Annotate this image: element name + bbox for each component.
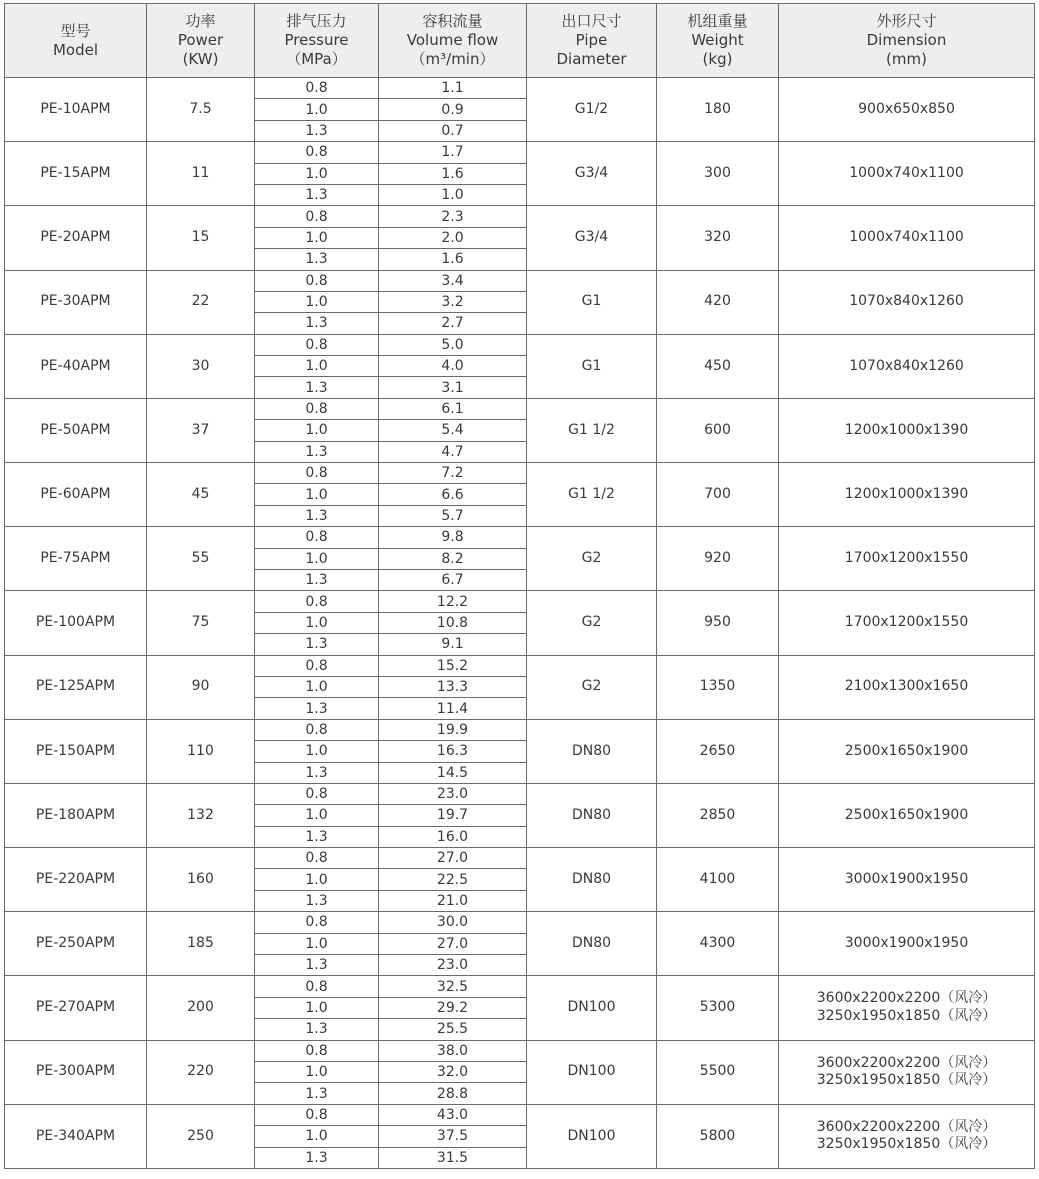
pressure-cell: 1.3 [255,826,379,847]
power-cell: 45 [147,463,255,527]
table-row [5,527,1035,548]
header-dimension-en: Dimension [866,31,947,50]
flow-cell: 9.1 [379,634,527,655]
model-cell: PE-20APM [5,206,147,270]
dimension-line: 1700x1200x1550 [844,614,969,631]
pressure-cell: 0.8 [255,591,379,612]
header-pressure-unit: （MPa） [286,49,347,68]
dimension-line: 1000x740x1100 [849,229,964,246]
flow-cell: 6.1 [379,398,527,419]
pipe-cell: DN80 [527,783,657,847]
pipe-cell: G2 [527,655,657,719]
flow-cell: 0.7 [379,120,527,141]
dimension-line: 1070x840x1260 [849,293,964,310]
header-flow-en: Volume flow [406,31,499,50]
flow-cell: 2.0 [379,227,527,248]
table-row [5,719,1035,740]
pressure-cell: 1.0 [255,99,379,120]
flow-cell: 22.5 [379,869,527,890]
dimension-cell [779,1104,1035,1168]
spec-table [4,3,1035,1169]
table-body [5,78,1035,1169]
flow-cell: 19.9 [379,719,527,740]
pressure-cell: 0.8 [255,655,379,676]
power-cell: 250 [147,1104,255,1168]
pipe-cell: G1 [527,334,657,398]
dimension-cell [779,527,1035,591]
dimension-line: 3250x1950x1850（风冷） [816,1007,997,1024]
pressure-cell: 1.3 [255,249,379,270]
flow-cell: 30.0 [379,912,527,933]
header-dimension-unit: (mm) [886,49,927,68]
pressure-cell: 1.0 [255,356,379,377]
pipe-cell: DN80 [527,719,657,783]
header-model [5,4,147,78]
header-volume-flow [379,4,527,78]
table-row [5,783,1035,804]
pressure-cell: 0.8 [255,527,379,548]
pipe-cell: G2 [527,527,657,591]
table-row [5,848,1035,869]
power-cell: 55 [147,527,255,591]
pressure-cell: 1.3 [255,184,379,205]
header-pipe-diameter [527,4,657,78]
flow-cell: 5.4 [379,420,527,441]
power-cell: 185 [147,912,255,976]
dimension-line: 3600x2200x2200（风冷） [816,1118,997,1135]
pressure-cell: 0.8 [255,142,379,163]
pressure-cell: 0.8 [255,463,379,484]
model-cell: PE-340APM [5,1104,147,1168]
dimension-cell [779,655,1035,719]
pressure-cell: 1.0 [255,612,379,633]
dimension-cell [779,591,1035,655]
flow-cell: 25.5 [379,1019,527,1040]
model-cell: PE-150APM [5,719,147,783]
dimension-cell [779,719,1035,783]
header-weight-unit: (kg) [702,49,733,68]
pressure-cell: 1.3 [255,569,379,590]
flow-cell: 43.0 [379,1104,527,1125]
header-weight [657,4,779,78]
pressure-cell: 1.3 [255,634,379,655]
header-power-unit: (KW) [182,49,219,68]
header-dimension-zh: 外形尺寸 [876,12,937,31]
pipe-cell: DN100 [527,1104,657,1168]
model-cell: PE-250APM [5,912,147,976]
flow-cell: 5.7 [379,505,527,526]
header-pipe-unit: Diameter [556,49,627,68]
dimension-line: 2500x1650x1900 [844,806,969,823]
pipe-cell: G1/2 [527,78,657,142]
pressure-cell: 1.3 [255,1019,379,1040]
flow-cell: 0.9 [379,99,527,120]
flow-cell: 8.2 [379,548,527,569]
header-power-zh: 功率 [185,12,216,31]
table-row [5,655,1035,676]
pressure-cell: 0.8 [255,719,379,740]
weight-cell: 5500 [657,1040,779,1104]
dimension-cell [779,78,1035,142]
weight-cell: 320 [657,206,779,270]
flow-cell: 3.2 [379,291,527,312]
pressure-cell: 1.3 [255,698,379,719]
pressure-cell: 1.0 [255,741,379,762]
flow-cell: 6.7 [379,569,527,590]
weight-cell: 1350 [657,655,779,719]
pressure-cell: 0.8 [255,206,379,227]
table-row [5,270,1035,291]
table-row [5,206,1035,227]
flow-cell: 32.0 [379,1061,527,1082]
model-cell: PE-10APM [5,78,147,142]
pressure-cell: 1.0 [255,1126,379,1147]
table-row [5,912,1035,933]
flow-cell: 16.0 [379,826,527,847]
flow-cell: 23.0 [379,783,527,804]
dimension-cell [779,1040,1035,1104]
dimension-line: 1200x1000x1390 [844,421,969,438]
header-power [147,4,255,78]
header-flow-unit: （m³/min） [410,49,495,68]
pressure-cell: 1.3 [255,441,379,462]
header-dimension [779,4,1035,78]
pressure-cell: 1.3 [255,1147,379,1168]
model-cell: PE-100APM [5,591,147,655]
dimension-line: 3600x2200x2200（风冷） [816,1054,997,1071]
pressure-cell: 0.8 [255,912,379,933]
dimension-line: 3250x1950x1850（风冷） [816,1136,997,1153]
power-cell: 37 [147,398,255,462]
pressure-cell: 0.8 [255,1040,379,1061]
power-cell: 7.5 [147,78,255,142]
dimension-cell [779,463,1035,527]
flow-cell: 16.3 [379,741,527,762]
weight-cell: 2650 [657,719,779,783]
table-row [5,463,1035,484]
table-row [5,398,1035,419]
pressure-cell: 1.3 [255,890,379,911]
flow-cell: 12.2 [379,591,527,612]
flow-cell: 29.2 [379,997,527,1018]
pipe-cell: G2 [527,591,657,655]
dimension-line: 1000x740x1100 [849,165,964,181]
power-cell: 110 [147,719,255,783]
header-pressure-zh: 排气压力 [286,12,347,31]
model-cell: PE-300APM [5,1040,147,1104]
power-cell: 11 [147,142,255,206]
pressure-cell: 1.0 [255,548,379,569]
flow-cell: 1.6 [379,163,527,184]
dimension-line: 3000x1900x1950 [844,870,969,887]
flow-cell: 5.0 [379,334,527,355]
pressure-cell: 1.0 [255,869,379,890]
table-row [5,1040,1035,1061]
flow-cell: 27.0 [379,933,527,954]
power-cell: 132 [147,783,255,847]
power-cell: 220 [147,1040,255,1104]
pressure-cell: 1.3 [255,313,379,334]
pipe-cell: G3/4 [527,206,657,270]
dimension-line: 3000x1900x1950 [844,935,969,952]
flow-cell: 7.2 [379,463,527,484]
power-cell: 75 [147,591,255,655]
flow-cell: 38.0 [379,1040,527,1061]
table-row [5,1104,1035,1125]
pressure-cell: 1.0 [255,997,379,1018]
pipe-cell: G1 1/2 [527,398,657,462]
flow-cell: 3.1 [379,377,527,398]
pressure-cell: 1.3 [255,762,379,783]
power-cell: 30 [147,334,255,398]
power-cell: 90 [147,655,255,719]
flow-cell: 27.0 [379,848,527,869]
weight-cell: 450 [657,334,779,398]
pipe-cell: G3/4 [527,142,657,206]
pipe-cell: DN100 [527,976,657,1040]
pressure-cell: 1.0 [255,484,379,505]
header-pressure-en: Pressure [284,31,349,50]
model-cell: PE-220APM [5,848,147,912]
flow-cell: 37.5 [379,1126,527,1147]
power-cell: 15 [147,206,255,270]
model-cell: PE-40APM [5,334,147,398]
table-row [5,976,1035,997]
power-cell: 200 [147,976,255,1040]
weight-cell: 920 [657,527,779,591]
header-pressure [255,4,379,78]
weight-cell: 2850 [657,783,779,847]
model-cell: PE-180APM [5,783,147,847]
flow-cell: 6.6 [379,484,527,505]
header-model-en: Model [52,40,99,59]
pressure-cell: 0.8 [255,334,379,355]
pressure-cell: 0.8 [255,1104,379,1125]
pressure-cell: 1.0 [255,291,379,312]
header-model-zh: 型号 [60,21,91,40]
dimension-cell [779,142,1035,206]
pressure-cell: 0.8 [255,398,379,419]
header-weight-en: Weight [691,31,744,50]
header-power-en: Power [177,31,224,50]
model-cell: PE-270APM [5,976,147,1040]
dimension-cell [779,848,1035,912]
dimension-cell [779,398,1035,462]
flow-cell: 32.5 [379,976,527,997]
pressure-cell: 1.3 [255,505,379,526]
dimension-line: 900x650x850 [858,100,955,117]
flow-cell: 10.8 [379,612,527,633]
pipe-cell: G1 1/2 [527,463,657,527]
flow-cell: 21.0 [379,890,527,911]
dimension-line: 2100x1300x1650 [844,678,969,695]
weight-cell: 420 [657,270,779,334]
weight-cell: 5300 [657,976,779,1040]
table-header [5,4,1035,78]
weight-cell: 180 [657,78,779,142]
pipe-cell: DN80 [527,912,657,976]
dimension-line: 3250x1950x1850（风冷） [816,1072,997,1089]
pressure-cell: 1.3 [255,955,379,976]
header-flow-zh: 容积流量 [422,12,483,31]
power-cell: 160 [147,848,255,912]
pressure-cell: 1.0 [255,227,379,248]
weight-cell: 300 [657,142,779,206]
power-cell: 22 [147,270,255,334]
pressure-cell: 1.3 [255,377,379,398]
dimension-line: 1070x840x1260 [849,357,964,374]
flow-cell: 14.5 [379,762,527,783]
flow-cell: 2.3 [379,206,527,227]
dimension-cell [779,334,1035,398]
weight-cell: 950 [657,591,779,655]
dimension-cell [779,270,1035,334]
flow-cell: 1.1 [379,78,527,99]
model-cell: PE-30APM [5,270,147,334]
header-pipe-zh: 出口尺寸 [561,12,622,31]
pressure-cell: 0.8 [255,270,379,291]
pressure-cell: 1.0 [255,676,379,697]
model-cell: PE-60APM [5,463,147,527]
dimension-line: 3600x2200x2200（风冷） [816,990,997,1007]
model-cell: PE-125APM [5,655,147,719]
dimension-cell [779,976,1035,1040]
pressure-cell: 1.0 [255,1061,379,1082]
dimension-line: 2500x1650x1900 [844,742,969,759]
pipe-cell: G1 [527,270,657,334]
flow-cell: 2.7 [379,313,527,334]
dimension-cell [779,912,1035,976]
pressure-cell: 1.0 [255,933,379,954]
model-cell: PE-75APM [5,527,147,591]
pressure-cell: 0.8 [255,783,379,804]
flow-cell: 19.7 [379,805,527,826]
pipe-cell: DN100 [527,1040,657,1104]
flow-cell: 1.6 [379,249,527,270]
dimension-cell [779,783,1035,847]
dimension-line: 1200x1000x1390 [844,485,969,502]
flow-cell: 28.8 [379,1083,527,1104]
weight-cell: 600 [657,398,779,462]
header-weight-zh: 机组重量 [687,12,748,31]
table-row [5,142,1035,163]
pipe-cell: DN80 [527,848,657,912]
header-pipe-en: Pipe [575,31,608,50]
flow-cell: 9.8 [379,527,527,548]
flow-cell: 13.3 [379,676,527,697]
pressure-cell: 1.3 [255,1083,379,1104]
table-row [5,591,1035,612]
table-row [5,334,1035,355]
flow-cell: 23.0 [379,955,527,976]
weight-cell: 4100 [657,848,779,912]
dimension-cell [779,206,1035,270]
pressure-cell: 0.8 [255,976,379,997]
model-cell: PE-15APM [5,142,147,206]
flow-cell: 15.2 [379,655,527,676]
flow-cell: 1.7 [379,142,527,163]
pressure-cell: 0.8 [255,848,379,869]
weight-cell: 4300 [657,912,779,976]
weight-cell: 5800 [657,1104,779,1168]
table-row [5,78,1035,99]
dimension-line: 1700x1200x1550 [844,550,969,567]
model-cell: PE-50APM [5,398,147,462]
flow-cell: 4.7 [379,441,527,462]
flow-cell: 31.5 [379,1147,527,1168]
pressure-cell: 0.8 [255,78,379,99]
flow-cell: 3.4 [379,270,527,291]
header-row [5,4,1035,78]
pressure-cell: 1.3 [255,120,379,141]
flow-cell: 11.4 [379,698,527,719]
pressure-cell: 1.0 [255,163,379,184]
weight-cell: 700 [657,463,779,527]
flow-cell: 1.0 [379,184,527,205]
flow-cell: 4.0 [379,356,527,377]
pressure-cell: 1.0 [255,805,379,826]
pressure-cell: 1.0 [255,420,379,441]
